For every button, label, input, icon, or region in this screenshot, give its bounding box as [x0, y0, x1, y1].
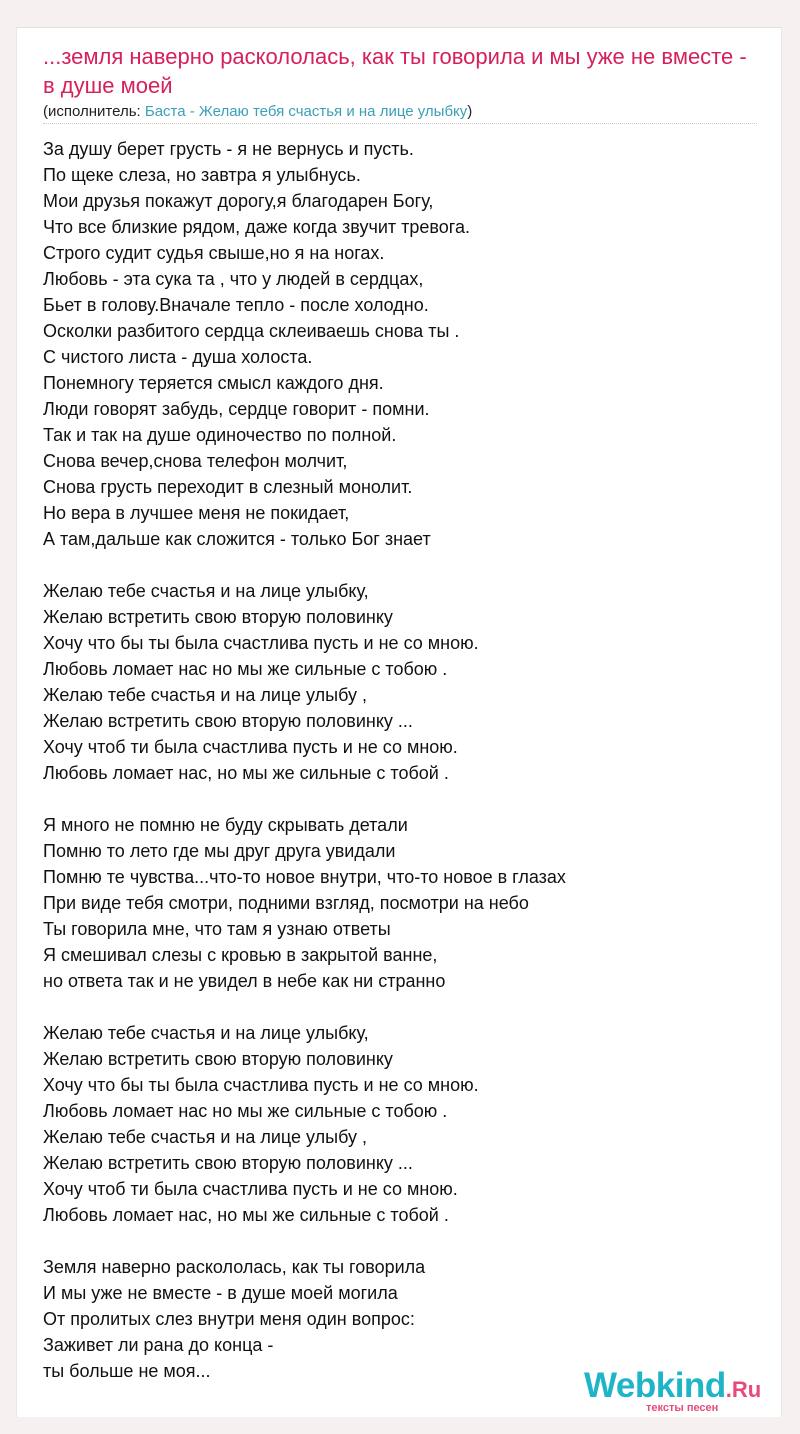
lyric-line: Снова грусть переходит в слезный монолит.: [43, 477, 413, 497]
lyric-line: Желаю тебе счастья и на лице улыбку,: [43, 581, 369, 601]
dotted-divider: [43, 123, 757, 124]
lyric-line: Любовь ломает нас но мы же сильные с тобою .: [43, 1101, 448, 1121]
lyric-line: Желаю тебе счастья и на лице улыбу ,: [43, 1127, 367, 1147]
page-title: ...земля наверно раскололась, как ты говорила и мы уже не вместе - в душе моей: [43, 44, 747, 98]
lyric-line: Люди говорят забудь, сердце говорит - помни.: [43, 399, 430, 419]
lyric-line: Любовь ломает нас, но мы же сильные с тобой .: [43, 763, 449, 783]
lyric-line: Желаю встретить свою вторую половинку ...: [43, 711, 413, 731]
lyric-line: От пролитых слез внутри меня один вопрос:: [43, 1309, 415, 1329]
lyric-line: Желаю встретить свою вторую половинку: [43, 607, 393, 627]
lyric-line: Заживет ли рана до конца -: [43, 1335, 274, 1355]
lyric-line: Хочу что бы ты была счастлива пусть и не со мною.: [43, 1075, 479, 1095]
lyric-line: По щеке слеза, но завтра я улыбнусь.: [43, 165, 361, 185]
lyrics-stanza: [43, 578, 763, 786]
lyric-line: Строго судит судья свыше,но я на ногах.: [43, 243, 385, 263]
lyric-line: Помню то лето где мы друг друга увидали: [43, 841, 396, 861]
artist-line: [43, 103, 472, 121]
lyric-line: За душу берет грусть - я не вернусь и пусть.: [43, 139, 414, 159]
lyrics-body: [43, 136, 763, 1384]
lyric-line: Желаю тебе счастья и на лице улыбку,: [43, 1023, 369, 1043]
lyrics-stanza: [43, 1254, 763, 1384]
lyric-line: но ответа так и не увидел в небе как ни странно: [43, 971, 446, 991]
lyric-line: Земля наверно раскололась, как ты говорила: [43, 1257, 426, 1277]
lyric-line: Любовь ломает нас, но мы же сильные с тобой .: [43, 1205, 449, 1225]
lyric-line: ты больше не моя...: [43, 1361, 211, 1381]
lyric-line: И мы уже не вместе - в душе моей могила: [43, 1283, 398, 1303]
webkind-logo: [584, 1366, 784, 1414]
lyric-line: Желаю тебе счастья и на лице улыбу ,: [43, 685, 367, 705]
lyric-line: Что все близкие рядом, даже когда звучит тревога.: [43, 217, 470, 237]
lyric-line: Так и так на душе одиночество по полной.: [43, 425, 397, 445]
lyric-line: При виде тебя смотри, подними взгляд, посмотри на небо: [43, 893, 529, 913]
lyric-line: Я смешивал слезы с кровью в закрытой ванне,: [43, 945, 438, 965]
lyric-line: Я много не помню не буду скрывать детали: [43, 815, 408, 835]
lyric-line: Мои друзья покажут дорогу,я благодарен Богу,: [43, 191, 434, 211]
lyrics-stanza: [43, 812, 763, 994]
lyric-line: Но вера в лучшее меня не покидает,: [43, 503, 350, 523]
artist-line-prefix: (исполнитель:: [43, 103, 145, 120]
logo-brand: Webkind: [584, 1366, 726, 1405]
lyric-line: Осколки разбитого сердца склеиваешь снова ты .: [43, 321, 460, 341]
logo-tld: .Ru: [725, 1377, 762, 1402]
lyrics-stanza: [43, 1020, 763, 1228]
lyric-line: Понемногу теряется смысл каждого дня.: [43, 373, 384, 393]
lyric-line: Помню те чувства...что-то новое внутри, что-то новое в глазах: [43, 867, 566, 887]
artist-line-suffix: ): [467, 103, 473, 120]
lyric-line: Любовь - эта сука та , что у людей в сердцах,: [43, 269, 424, 289]
lyric-line: Бьет в голову.Вначале тепло - после холодно.: [43, 295, 429, 315]
logo-tagline: тексты песен: [646, 1402, 719, 1414]
lyrics-stanza: [43, 136, 763, 552]
lyric-line: Хочу чтоб ти была счастлива пусть и не со мною.: [43, 737, 458, 757]
lyric-line: Снова вечер,снова телефон молчит,: [43, 451, 348, 471]
lyric-line: Ты говорила мне, что там я узнаю ответы: [43, 919, 391, 939]
lyric-line: Хочу чтоб ти была счастлива пусть и не со мною.: [43, 1179, 458, 1199]
lyric-line: А там,дальше как сложится - только Бог знает: [43, 529, 431, 549]
lyric-line: Хочу что бы ты была счастлива пусть и не со мною.: [43, 633, 479, 653]
lyric-line: Любовь ломает нас но мы же сильные с тобою .: [43, 659, 448, 679]
lyric-line: С чистого листа - душа холоста.: [43, 347, 313, 367]
lyric-line: Желаю встретить свою вторую половинку ...: [43, 1153, 413, 1173]
lyric-line: Желаю встретить свою вторую половинку: [43, 1049, 393, 1069]
artist-song-link[interactable]: Баста - Желаю тебя счастья и на лице улыбку: [144, 103, 468, 120]
